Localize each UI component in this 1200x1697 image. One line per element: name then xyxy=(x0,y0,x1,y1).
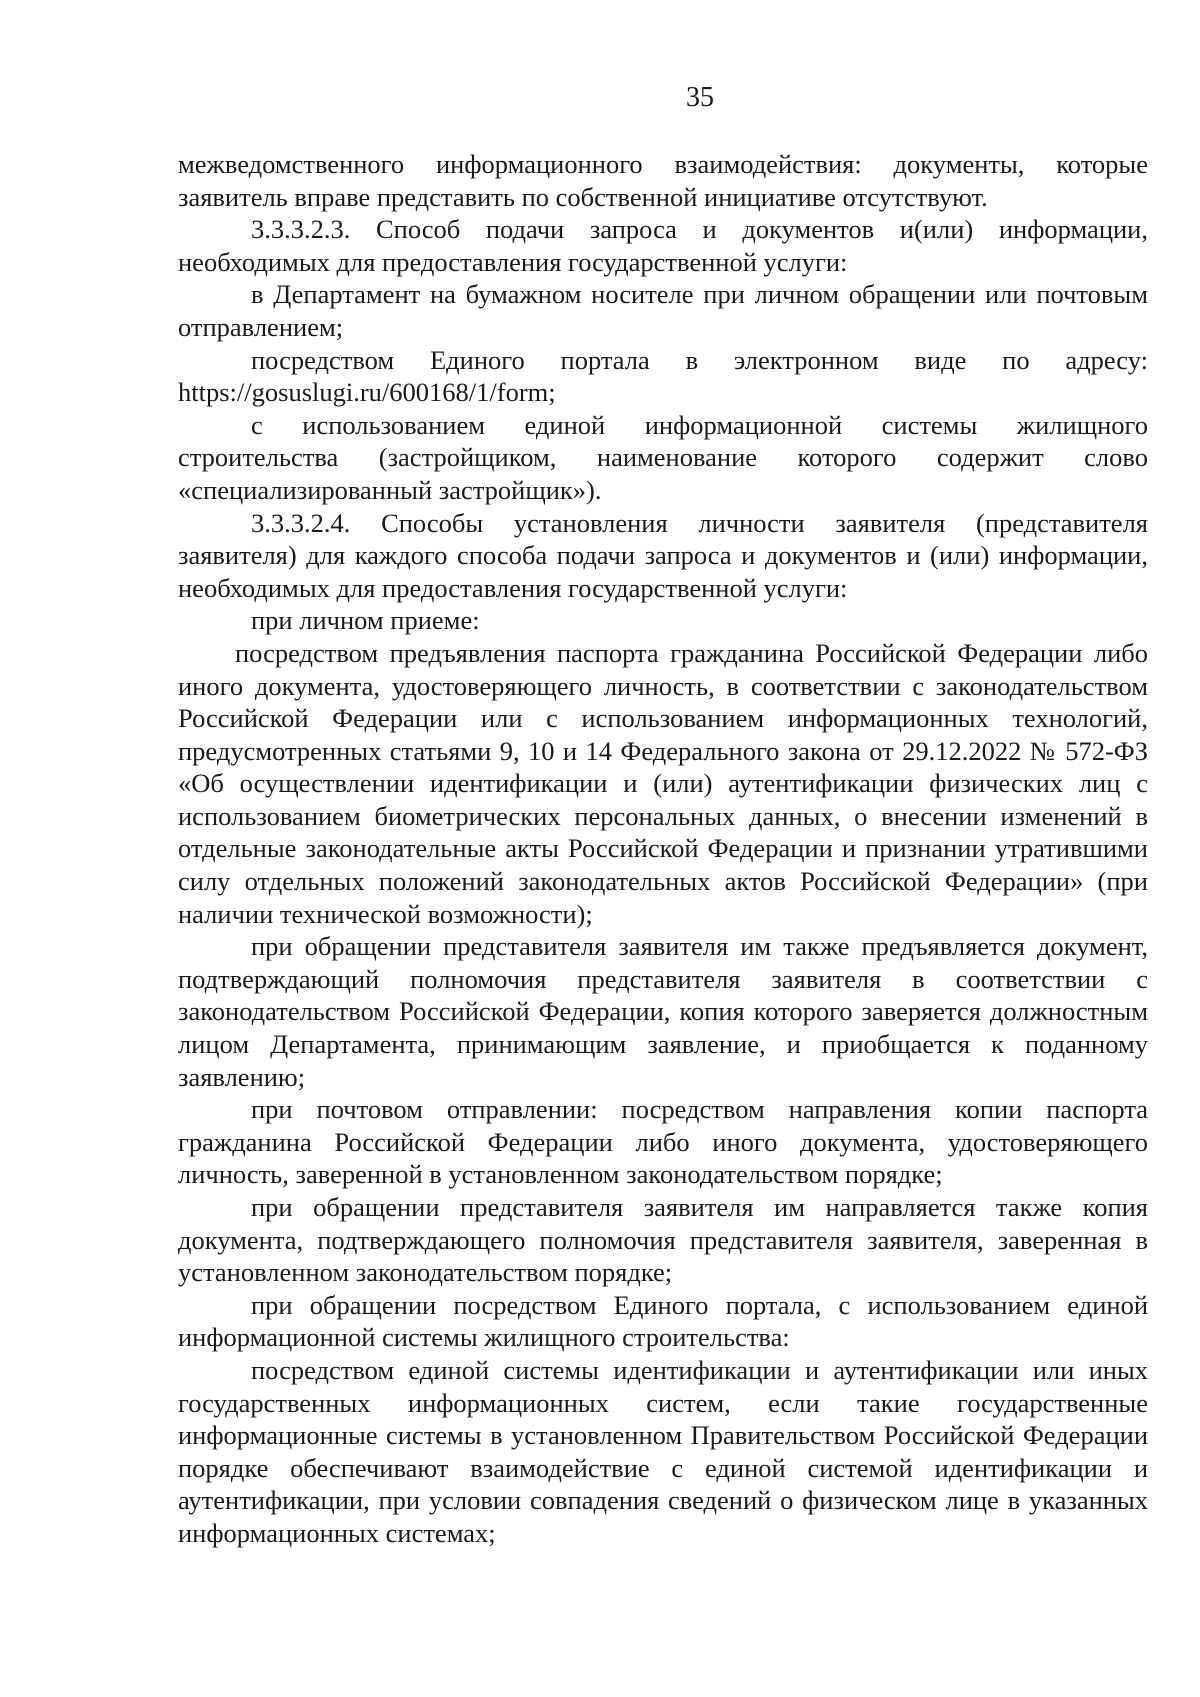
paragraph-postal-submission: при почтовом отправлении: посредством направления копии паспорта гражданина Российской Федерации либо иного документа, удостоверяющего личность, заверенной в установленном законодательством порядке; xyxy=(178,1094,1148,1190)
document-body xyxy=(178,148,1148,1550)
paragraph-personal-reception: при личном приеме: xyxy=(251,605,480,636)
paragraph-portal-submission: при обращении посредством Единого портала, с использованием единой информационной системы жилищного строительства: xyxy=(178,1289,1148,1353)
paragraph-3-3-3-2-4: 3.3.3.2.4. Способы установления личности заявителя (представителя заявителя) для каждого способа подачи запроса и документов и (или) информации, необходимых для предоставления государственной услуги: xyxy=(178,507,1148,603)
paragraph-passport-presentation: посредством предъявления паспорта гражданина Российской Федерации либо иного документа, удостоверяющего личность, в соответствии с законодательством Российской Федерации или с использованием информационных технологий, предусмотренных статьями 9, 10 и 14 Федерального закона от 29.12.2022 № 572-ФЗ «Об осуществлении идентификации и (или) аутентификации физических лиц с использованием биометрических персональных данных, о внесении изменений в отдельные законодательные акты Российской Федерации и признании утратившими силу отдельных положений законодательных актов Российской Федерации» (при наличии технической возможности); xyxy=(178,637,1148,929)
paragraph-3-3-3-2-3: 3.3.3.2.3. Способ подачи запроса и документов и(или) информации, необходимых для предоставления государственной услуги: xyxy=(178,214,1148,277)
paragraph-representative-document: при обращении представителя заявителя им также предъявляется документ, подтверждающий полномочия представителя заявителя в соответствии с законодательством Российской Федерации, копия которого заверяется должностным лицом Департамента, принимающим заявление, и приобщается к поданному заявлению; xyxy=(178,931,1148,1092)
paragraph-submission-portal: посредством Единого портала в электронном виде по адресу: https://gosuslugi.ru/600168/1/form; xyxy=(178,344,1148,408)
paragraph-submission-paper: в Департамент на бумажном носителе при личном обращении или почтовым отправлением; xyxy=(178,279,1148,342)
paragraph-representative-copy: при обращении представителя заявителя им направляется также копия документа, подтверждающего полномочия представителя заявителя, заверенная в установленном законодательством порядке; xyxy=(178,1192,1148,1288)
page-number: 35 xyxy=(686,82,714,113)
paragraph-continuation: межведомственного информационного взаимодействия: документы, которые заявитель вправе представить по собственной инициативе отсутствуют. xyxy=(178,149,1148,212)
paragraph-submission-housing-system: с использованием единой информационной системы жилищного строительства (застройщиком, наименование которого содержит слово «специализированный застройщик»). xyxy=(178,409,1148,505)
paragraph-esia-identification: посредством единой системы идентификации и аутентификации или иных государственных информационных систем, если такие государственные информационные системы в установленном Правительством Российской Федерации порядке обеспечивают взаимодействие с единой системой идентификации и аутентификации, при условии совпадения сведений о физическом лице в указанных информационных системах; xyxy=(178,1354,1148,1548)
